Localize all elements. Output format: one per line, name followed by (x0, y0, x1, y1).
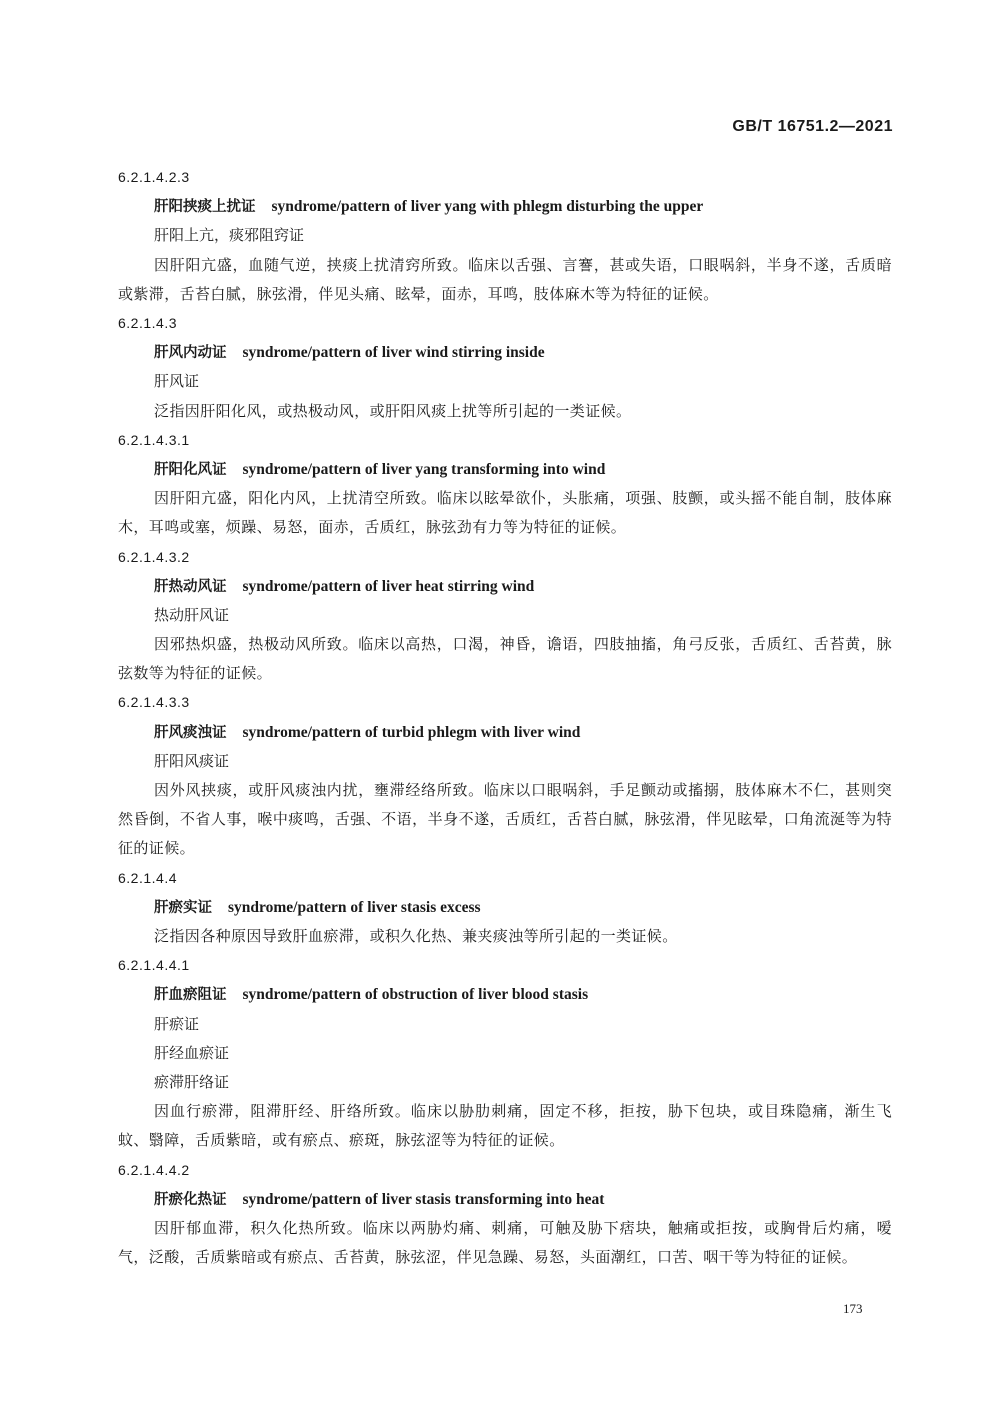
term-entry (118, 688, 892, 863)
term-chinese: 肝瘀化热证 (154, 1191, 227, 1208)
clause-number: 6.2.1.4.4.1 (118, 957, 190, 974)
term-entry (118, 864, 892, 952)
term-chinese: 肝阳化风证 (154, 461, 227, 478)
clause-number: 6.2.1.4.3.2 (118, 548, 190, 565)
term-heading (118, 893, 892, 922)
term-entry (118, 426, 892, 543)
clause-number: 6.2.1.4.3.1 (118, 431, 190, 448)
term-heading (118, 718, 892, 747)
document-body (118, 163, 892, 1272)
clause-number: 6.2.1.4.4.2 (118, 1161, 190, 1178)
term-synonym: 肝瘀证 (154, 1014, 200, 1033)
term-chinese: 肝热动风证 (154, 578, 227, 595)
clause-number: 6.2.1.4.4 (118, 869, 177, 886)
term-english: syndrome/pattern of liver heat stirring wind (242, 577, 535, 595)
term-english: syndrome/pattern of liver stasis excess (228, 898, 481, 916)
term-heading (118, 455, 892, 484)
term-synonym: 肝阳风痰证 (154, 751, 230, 770)
term-english: syndrome/pattern of liver yang transforming into wind (242, 460, 606, 478)
term-entry (118, 951, 892, 1155)
page-number: 173 (843, 1301, 863, 1316)
term-definition: 泛指因肝阳化风，或热极动风，或肝阳风痰上扰等所引起的一类证候。 (154, 401, 632, 420)
term-entry (118, 163, 892, 309)
term-english: syndrome/pattern of obstruction of liver blood stasis (242, 986, 589, 1004)
term-definition: 因肝阳亢盛，血随气逆，挟痰上扰清窍所致。临床以舌强、言謇，甚或失语，口眼㖞斜，半身不遂，舌质暗或紫滞，舌苔白腻，脉弦滑，伴见头痛、眩晕，面赤，耳鸣，肢体麻木等为特征的证候。 (118, 255, 892, 303)
term-entry (118, 309, 892, 426)
term-heading (118, 192, 892, 221)
term-heading (118, 338, 892, 367)
term-definition: 因外风挟痰，或肝风痰浊内扰，壅滞经络所致。临床以口眼㖞斜，手足颤动或搐搦，肢体麻木不仁，甚则突然昏倒，不省人事，喉中痰鸣，舌强、不语，半身不遂，舌质红，舌苔白腻，脉弦滑，伴见眩晕，口角流涎等为特征的证候。 (118, 781, 892, 858)
term-heading (118, 572, 892, 601)
clause-number: 6.2.1.4.2.3 (118, 169, 190, 185)
term-english: syndrome/pattern of turbid phlegm with liver wind (242, 723, 581, 741)
clause-number: 6.2.1.4.3.3 (118, 694, 190, 711)
term-chinese: 肝瘀实证 (154, 899, 212, 916)
term-definition: 因肝阳亢盛，阳化内风，上扰清空所致。临床以眩晕欲仆，头胀痛，项强、肢颤，或头摇不能自制，肢体麻木，耳鸣或塞，烦躁、易怒，面赤，舌质红，脉弦劲有力等为特征的证候。 (118, 489, 892, 537)
term-synonym: 肝风证 (154, 372, 200, 391)
term-entry (118, 1156, 892, 1273)
term-english: syndrome/pattern of liver wind stirring inside (242, 344, 545, 362)
standard-code: GB/T 16751.2—2021 (732, 118, 893, 135)
term-chinese: 肝血瘀阻证 (154, 987, 227, 1004)
term-chinese: 肝风痰浊证 (154, 724, 227, 741)
clause-number: 6.2.1.4.3 (118, 314, 177, 331)
term-chinese: 肝阳挟痰上扰证 (154, 199, 256, 216)
term-heading (118, 1185, 892, 1214)
term-english: syndrome/pattern of liver stasis transforming into heat (242, 1190, 605, 1208)
term-definition: 因血行瘀滞，阻滞肝经、肝络所致。临床以胁肋刺痛，固定不移，拒按，胁下包块，或目珠隐痛，渐生飞蚊、翳障，舌质紫暗，或有瘀点、瘀斑，脉弦涩等为特征的证候。 (118, 1102, 892, 1150)
term-definition: 因肝郁血滞，积久化热所致。临床以两胁灼痛、刺痛，可触及胁下痞块，触痛或拒按，或胸骨后灼痛，嗳气，泛酸，舌质紫暗或有瘀点、舌苔黄，脉弦涩，伴见急躁、易怒，头面潮红，口苦、咽干等为特征的证候。 (118, 1218, 892, 1267)
term-chinese: 肝风内动证 (154, 345, 227, 362)
term-definition: 因邪热炽盛，热极动风所致。临床以高热，口渴，神昏，谵语，四肢抽搐，角弓反张，舌质红、舌苔黄，脉弦数等为特征的证候。 (118, 635, 892, 683)
term-synonym: 肝经血瘀证 (154, 1043, 230, 1062)
term-heading (118, 980, 892, 1009)
term-english: syndrome/pattern of liver yang with phlegm disturbing the upper (271, 198, 704, 216)
term-synonym: 瘀滞肝络证 (154, 1072, 230, 1091)
term-definition: 泛指因各种原因导致肝血瘀滞，或积久化热、兼夹痰浊等所引起的一类证候。 (154, 927, 678, 946)
term-synonym: 肝阳上亢，痰邪阻窍证 (154, 226, 305, 245)
term-entry (118, 543, 892, 689)
term-synonym: 热动肝风证 (154, 605, 230, 624)
